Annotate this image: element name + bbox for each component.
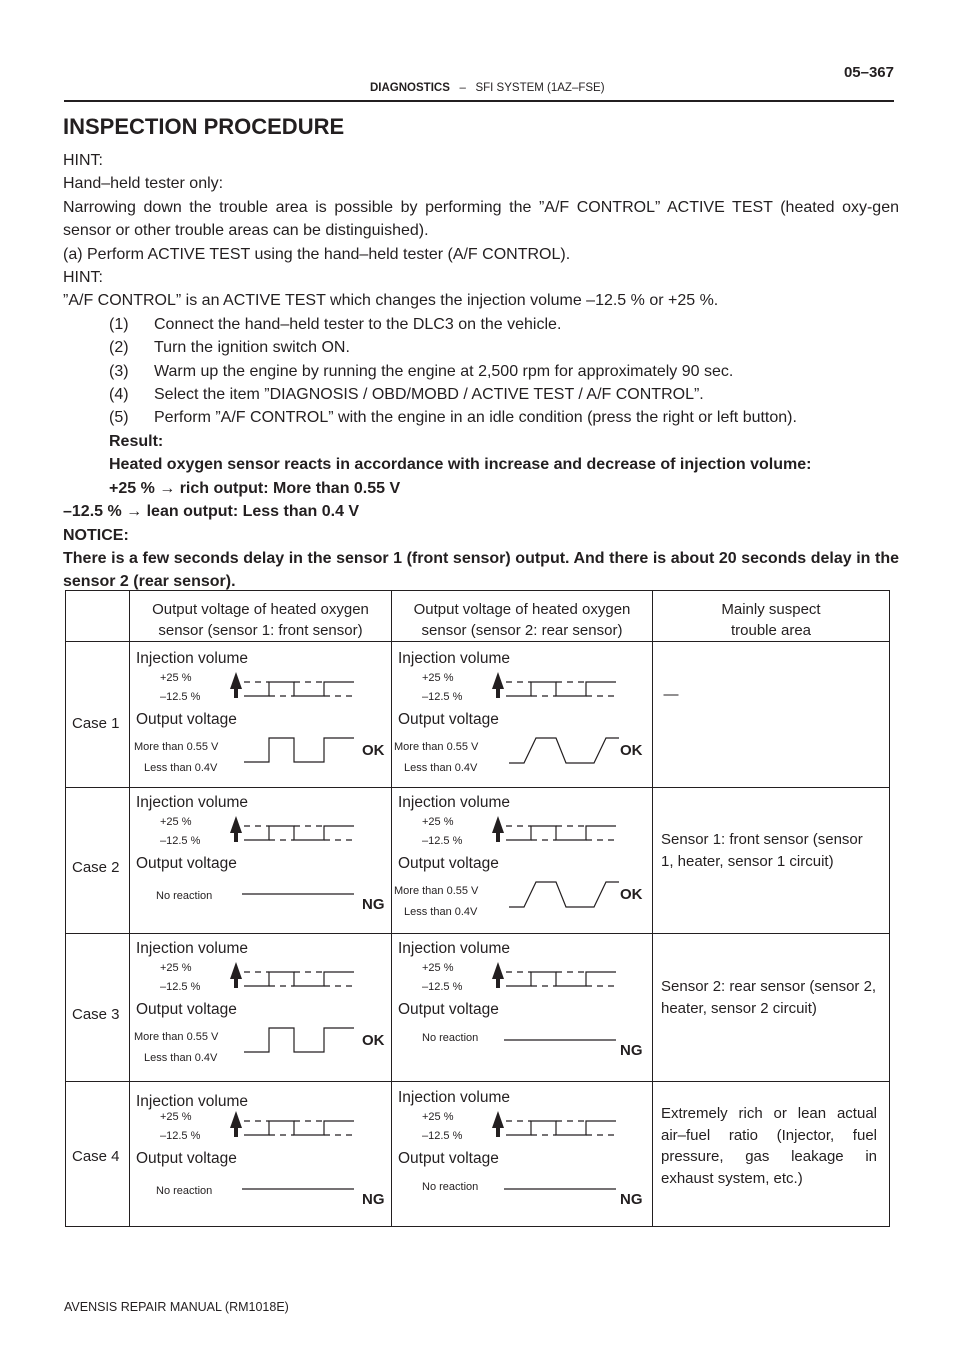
subsection-name: SFI SYSTEM (1AZ–FSE)	[475, 82, 605, 94]
sensor1-waveform-cell	[132, 646, 394, 786]
arrow-up-icon	[492, 672, 504, 698]
step-text: Perform ”A/F CONTROL” with the engine in an idle condition (press the right or left button).	[154, 409, 797, 427]
arrow-up-icon	[230, 1111, 242, 1137]
notice-label: NOTICE:	[63, 526, 129, 544]
column-divider	[129, 591, 130, 1226]
plus-25-label: +25 %	[160, 672, 192, 684]
waveform-line	[509, 738, 619, 763]
case-label: Case 4	[72, 1148, 120, 1165]
section-title	[370, 82, 605, 94]
page-header	[64, 64, 894, 104]
no-reaction-label: No reaction	[422, 1181, 479, 1193]
minus-12-label: –12.5 %	[422, 1130, 463, 1142]
arrow-up-icon	[492, 816, 504, 842]
page-number: 05–367	[843, 64, 894, 81]
suspect-area: Extremely rich or lean actual air–fuel ratio (Injector, fuel pressure, gas leakage in exhaust system, etc.)	[661, 1105, 877, 1187]
arrow-up-icon	[230, 816, 242, 842]
hint-text: Narrowing down the trouble area is possible by performing the ”A/F CONTROL” ACTIVE TEST (heated oxy-gen sensor or other trouble areas can be distinguished).	[63, 198, 899, 240]
result-label: Result:	[109, 432, 164, 450]
sensor1-waveform-cell	[132, 936, 394, 1076]
result-ok: OK	[620, 742, 643, 759]
step-text: Turn the ignition switch ON.	[154, 339, 350, 357]
header-line: Mainly suspect	[721, 601, 821, 618]
suspect-area: Sensor 1: front sensor (sensor 1, heater, sensor 1 circuit)	[661, 831, 863, 870]
minus-12-label: –12.5 %	[422, 835, 463, 847]
suspect-area: —	[663, 686, 679, 703]
output-voltage-label: Output voltage	[136, 855, 237, 872]
row-divider	[66, 641, 889, 642]
result-text: Heated oxygen sensor reacts in accordance with increase and decrease of injection volume:	[109, 456, 812, 474]
more-than-label: More than 0.55 V	[394, 741, 479, 753]
output-voltage-label: Output voltage	[398, 711, 499, 728]
arrow-up-icon	[230, 672, 242, 698]
case-label: Case 1	[72, 715, 120, 732]
waveform-line	[244, 972, 354, 986]
step-a: (a) Perform ACTIVE TEST using the hand–held tester (A/F CONTROL).	[63, 245, 571, 263]
header-line: sensor (sensor 2: rear sensor)	[421, 622, 623, 639]
plus-25-label: +25 %	[422, 672, 454, 684]
diagnosis-table	[65, 590, 890, 1227]
section-name: DIAGNOSTICS	[370, 82, 450, 94]
plus-25-label: +25 %	[422, 1111, 454, 1123]
less-than-label: Less than 0.4V	[144, 1052, 218, 1064]
less-than-label: Less than 0.4V	[404, 906, 478, 918]
step-item	[109, 406, 899, 429]
injection-volume-label: Injection volume	[398, 940, 511, 957]
result-ng: NG	[620, 1191, 643, 1208]
waveform-line	[506, 826, 616, 840]
arrow-up-icon	[492, 962, 504, 988]
no-reaction-label: No reaction	[422, 1032, 479, 1044]
column-header-sensor2	[392, 599, 652, 641]
waveform-line	[506, 972, 616, 986]
row-divider	[66, 933, 889, 934]
output-voltage-label: Output voltage	[398, 1150, 499, 1167]
minus-12-label: –12.5 %	[160, 691, 201, 703]
result-ng: NG	[620, 1042, 643, 1059]
column-header-suspect	[653, 599, 889, 641]
step-number: (1)	[109, 315, 129, 333]
minus-12-label: –12.5 %	[422, 981, 463, 993]
header-rule	[64, 100, 894, 102]
hint-text: Hand–held tester only:	[63, 175, 224, 193]
hint-label: HINT:	[63, 269, 103, 287]
column-header-sensor1	[130, 599, 391, 641]
arrow-up-icon	[492, 1111, 504, 1137]
sensor2-waveform-cell	[394, 790, 656, 930]
plus-25-label: +25 %	[160, 1111, 192, 1123]
step-number: (5)	[109, 409, 129, 427]
step-number: (4)	[109, 386, 129, 404]
waveform-line	[509, 882, 619, 907]
step-item	[109, 383, 899, 406]
more-than-label: More than 0.55 V	[394, 885, 479, 897]
notice-text: There is a few seconds delay in the sensor 1 (front sensor) output. And there is about 20 seconds delay in the sensor 2 (rear sensor).	[63, 549, 899, 591]
injection-volume-label: Injection volume	[398, 794, 511, 811]
step-list	[63, 313, 899, 430]
less-than-label: Less than 0.4V	[404, 762, 478, 774]
result-text: –12.5 % → lean output: Less than 0.4 V	[63, 503, 360, 521]
injection-volume-label: Injection volume	[136, 940, 249, 957]
suspect-area: Sensor 2: rear sensor (sensor 2, heater, sensor 2 circuit)	[661, 978, 877, 1017]
output-voltage-label: Output voltage	[136, 1150, 237, 1167]
step-number: (3)	[109, 362, 129, 380]
header-line: Output voltage of heated oxygen	[152, 601, 369, 618]
section-separator: –	[459, 82, 466, 94]
output-voltage-label: Output voltage	[398, 855, 499, 872]
hint-text: ”A/F CONTROL” is an ACTIVE TEST which changes the injection volume –12.5 % or +25 %.	[63, 292, 719, 310]
case-label: Case 2	[72, 859, 120, 876]
hint-label: HINT:	[63, 152, 103, 169]
output-voltage-label: Output voltage	[136, 711, 237, 728]
result-block	[63, 430, 899, 524]
step-item	[109, 360, 899, 383]
page-footer: AVENSIS REPAIR MANUAL (RM1018E)	[64, 1300, 289, 1314]
result-ng: NG	[362, 896, 385, 913]
minus-12-label: –12.5 %	[160, 1130, 201, 1142]
result-ok: OK	[620, 886, 643, 903]
arrow-up-icon	[230, 962, 242, 988]
row-divider	[66, 787, 889, 788]
result-text: +25 % → rich output: More than 0.55 V	[109, 479, 401, 497]
minus-12-label: –12.5 %	[422, 691, 463, 703]
minus-12-label: –12.5 %	[160, 981, 201, 993]
result-ok: OK	[362, 1032, 385, 1049]
minus-12-label: –12.5 %	[160, 835, 201, 847]
injection-volume-label: Injection volume	[136, 794, 249, 811]
plus-25-label: +25 %	[422, 816, 454, 828]
header-line: sensor (sensor 1: front sensor)	[158, 622, 363, 639]
header-line: trouble area	[730, 622, 812, 639]
waveform-line	[244, 1028, 354, 1052]
plus-25-label: +25 %	[422, 962, 454, 974]
sensor2-waveform-cell	[394, 646, 656, 786]
no-reaction-label: No reaction	[156, 1185, 213, 1197]
step-number: (2)	[109, 339, 129, 357]
waveform-line	[244, 738, 354, 762]
sensor2-waveform-cell	[394, 1085, 656, 1225]
case-label: Case 3	[72, 1006, 120, 1023]
row-divider	[66, 1081, 889, 1082]
result-ok: OK	[362, 742, 385, 759]
more-than-label: More than 0.55 V	[134, 741, 219, 753]
step-text: Warm up the engine by running the engine at 2,500 rpm for approximately 90 sec.	[154, 362, 734, 380]
injection-volume-label: Injection volume	[136, 650, 249, 667]
injection-volume-label: Injection volume	[398, 1089, 511, 1106]
more-than-label: More than 0.55 V	[134, 1031, 219, 1043]
waveform-line	[506, 682, 616, 696]
output-voltage-label: Output voltage	[398, 1001, 499, 1018]
sensor1-waveform-cell	[132, 1085, 394, 1225]
waveform-line	[244, 1121, 354, 1135]
header-line: Output voltage of heated oxygen	[413, 601, 631, 618]
sensor2-waveform-cell	[394, 936, 656, 1076]
page-heading: INSPECTION PROCEDURE	[63, 114, 345, 139]
step-text: Connect the hand–held tester to the DLC3 on the vehicle.	[154, 315, 562, 333]
injection-volume-label: Injection volume	[136, 1093, 249, 1110]
result-ng: NG	[362, 1191, 385, 1208]
step-item	[109, 336, 899, 359]
waveform-line	[244, 826, 354, 840]
no-reaction-label: No reaction	[156, 890, 213, 902]
waveform-line	[244, 682, 354, 696]
output-voltage-label: Output voltage	[136, 1001, 237, 1018]
waveform-line	[506, 1121, 616, 1135]
plus-25-label: +25 %	[160, 816, 192, 828]
injection-volume-label: Injection volume	[398, 650, 511, 667]
step-item	[109, 313, 899, 336]
sensor1-waveform-cell	[132, 790, 394, 930]
procedure-body	[63, 113, 899, 594]
less-than-label: Less than 0.4V	[144, 762, 218, 774]
plus-25-label: +25 %	[160, 962, 192, 974]
step-text: Select the item ”DIAGNOSIS / OBD/MOBD / ACTIVE TEST / A/F CONTROL”.	[154, 386, 704, 404]
